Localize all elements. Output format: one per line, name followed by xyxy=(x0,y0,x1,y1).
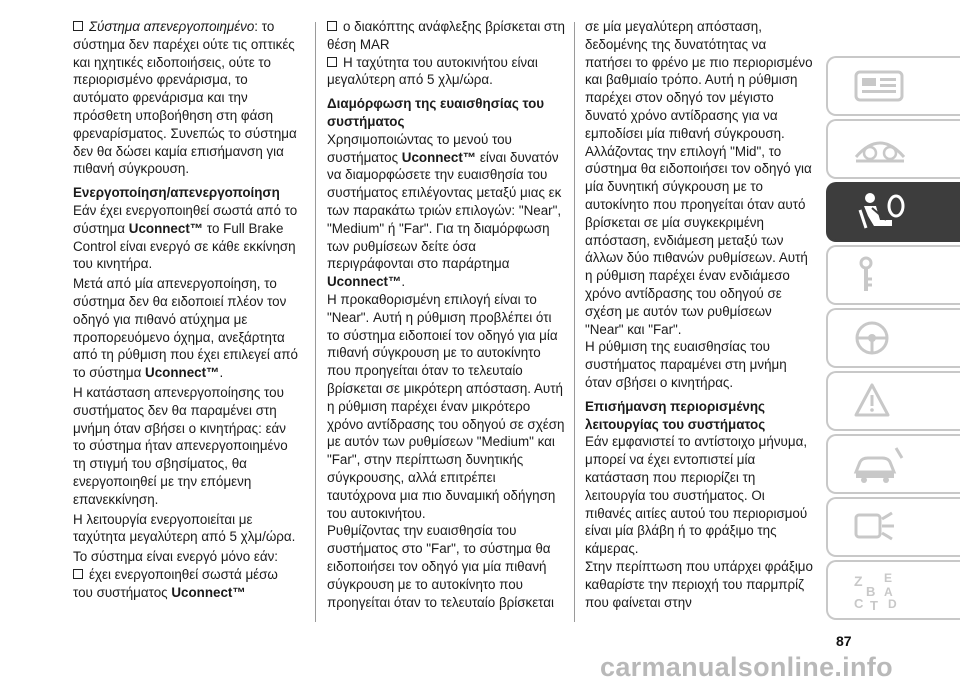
paragraph-activation: Εάν έχει ενεργοποιηθεί σωστά από το σύστημα Uconnect™ το Full Brake Control είναι ενεργό σε κάθε εκκίνηση του κινητήρα. xyxy=(73,202,298,272)
wrench-key-icon xyxy=(850,253,910,297)
list-item-ignition: ο διακόπτης ανάφλεξης βρίσκεται στη θέση MAR xyxy=(327,19,565,52)
list-item-speed: Η ταχύτητα του αυτοκινήτου είναι μεγαλύτερη από 5 χλμ/ώρα. xyxy=(327,54,538,88)
checkbox-bullet-icon xyxy=(327,21,337,31)
checkbox-bullet-icon xyxy=(327,57,337,67)
list-item-uconnect: έχει ενεργοποιηθεί σωστά μέσω του συστήματος Uconnect™ xyxy=(73,566,278,600)
airbag-seat-icon xyxy=(850,190,910,234)
instrument-panel-icon xyxy=(850,127,910,171)
tab-index[interactable] xyxy=(826,560,960,620)
paragraph-near-default: Η προκαθορισμένη επιλογή είναι το "Near". Αυτή η ρύθμιση προβλέπει ότι το σύστημα ειδοποιεί τον οδηγό για μία πιθανή σύγκρουση με το αυτοκίνητο που προηγείται όταν το τελευταίο βρίσκεται σε μικρότερη απόσταση. Αυτή η ρύθμιση παρέχει έναν μικρότερο χρόνο αντίδρασης του οδηγού σε σχέση με αυτόν των ρυθμίσεων "Medium" και "Far", στην περίπτωση δυνητικής σύγκρουσης, αλλά επιτρέπει ταυτόχρονα μια πιο δυναμική οδήγηση του αυτοκινήτου. xyxy=(327,291,565,521)
index-letter: D xyxy=(888,597,897,611)
tab-multimedia[interactable] xyxy=(826,497,960,557)
paragraph-far-continued: σε μία μεγαλύτερη απόσταση, δεδομένης της δυνατότητας να πατήσει το φρένο με πιο περιορισμένο και βαθμιαίο τρόπο. Αυτή η ρύθμιση παρέχει στον οδηγό τον μέγιστο δυνατό χρόνο αντίδρασης για να εμποδίσει μία πιθανή σύγκρουση. xyxy=(585,19,813,141)
checkbox-bullet-icon xyxy=(73,21,83,31)
tab-instrument-panel[interactable] xyxy=(826,119,960,179)
paragraph-after-deactivation: Μετά από μία απενεργοποίηση, το σύστημα δεν θα ειδοποιεί πλέον τον οδηγό για πιθανό ατύχημα με προπορευόμενο όχημα, ανεξάρτητα από τη ρύθμιση που έχει επιλεγεί από το σύστημα Uconnect™. xyxy=(73,276,298,381)
paragraph-memory-state: Η κατάσταση απενεργοποίησης του συστήματος δεν θα παραμένει στη μνήμη όταν σβήσει ο κινητήρας: εάν το σύστημα ήταν απενεργοποιημένο τη στιγμή του σβησίματος, θα ενεργοποιηθεί με την επόμενη επανεκκίνηση. xyxy=(73,384,288,507)
index-letter: E xyxy=(884,571,893,585)
index-letter: B xyxy=(866,584,876,599)
tab-emergency[interactable] xyxy=(826,371,960,431)
text-column-3 xyxy=(585,18,813,611)
heading-limited-function: Επισήμανση περιορισμένης λειτουργίας του συστήματος xyxy=(585,398,766,432)
watermark: carmanualsonline.info xyxy=(600,652,893,682)
page-number: 87 xyxy=(836,633,852,649)
car-maintenance-icon xyxy=(850,442,910,486)
text-column-1 xyxy=(73,18,301,602)
index-letter: A xyxy=(884,585,893,599)
paragraph-system-off: Σύστημα απενεργοποιημένο: το σύστημα δεν παρέχει ούτε τις οπτικές και ηχητικές ειδοποιήσεις, ούτε το περιορισμένο φρενάρισμα, το αυτόματο φρενάρισμα και την πρόσθετη υποβοήθηση στη φάση φρεναρίσματος. Συνεπώς το σύστημα δεν θα δώσει καμία επισήμανση για πιθανή σύγκρουση. xyxy=(73,19,297,177)
index-letter: Z xyxy=(854,573,863,589)
steering-wheel-icon xyxy=(850,316,910,360)
paragraph-speed-activation: Η λειτουργία ενεργοποιείται με ταχύτητα μεγαλύτερη από 5 χλμ/ώρα. xyxy=(73,511,296,545)
tab-maintenance[interactable] xyxy=(826,434,960,494)
tab-driving[interactable] xyxy=(826,308,960,368)
warning-triangle-icon xyxy=(850,379,910,423)
tab-starting-driving[interactable] xyxy=(826,245,960,305)
heading-activation: Ενεργοποίηση/απενεργοποίηση xyxy=(73,185,280,201)
paragraph-active-conditions: Το σύστημα είναι ενεργό μόνο εάν: xyxy=(73,549,278,565)
multimedia-icon xyxy=(850,505,910,549)
term-system-off: Σύστημα απενεργοποιημένο xyxy=(89,19,255,34)
dashboard-icon xyxy=(850,64,910,108)
paragraph-obstruction: Στην περίπτωση που υπάρχει φράξιμο καθαρίστε την περιοχή του παρμπρίζ που φαίνεται στην xyxy=(585,558,813,610)
column-divider xyxy=(574,22,575,622)
tab-dashboard[interactable] xyxy=(826,56,960,116)
index-letter: T xyxy=(870,598,878,612)
index-letter: C xyxy=(854,596,864,611)
tab-safety[interactable] xyxy=(826,182,960,242)
paragraph-limited-message: Εάν εμφανιστεί το αντίστοιχο μήνυμα, μπορεί να έχει εντοπιστεί μία κατάσταση που περιορίζει τη λειτουργία του συστήματος. Οι πιθανές αιτίες αυτού του περιορισμού είναι μία βλάβη ή το φράξιμο της κάμερας. xyxy=(585,434,808,557)
heading-sensitivity: Διαμόρφωση της ευαισθησίας του συστήματος xyxy=(327,96,545,129)
paragraph-mid-setting: Αλλάζοντας την επιλογή "Mid", το σύστημα θα ειδοποιήσει τον οδηγό για μία δυνητική σύγκρουση με το αυτοκίνητο που προηγείται όταν αυτό βρίσκεται σε μία συγκεκριμένη απόσταση, ενδιάμεση μεταξύ των άλλων δύο πιθανών ρυθμίσεων. Αυτή η ρύθμιση παρέχει έναν ενδιάμεσο χρόνο αντίδρασης του οδηγού σε σχέση με αυτόν των ρυθμίσεων "Near" και "Far". xyxy=(585,143,812,337)
column-divider xyxy=(315,22,316,622)
paragraph-sensitivity-menu: Χρησιμοποιώντας το μενού του συστήματος Uconnect™ είναι δυνατόν να διαμορφώσετε την ευαισθησία του συστήματος επιλέγοντας μεταξύ μιας εκ των παρακάτω τριών επιλογών: "Near", "Medium" ή "Far". Για τη διαμόρφωση των ρυθμίσεων δείτε όσα περιγράφονται στο παράρτημα Uconnect™. xyxy=(327,131,562,290)
text-column-2 xyxy=(327,18,565,611)
index-letters-icon xyxy=(850,568,910,612)
paragraph-far-setting: Ρυθμίζοντας την ευαισθησία του συστήματος στο "Far", το σύστημα θα ειδοποιήσει τον οδηγό για μία πιθανή σύγκρουση με το αυτοκίνητο που προηγείται όταν το τελευταίο βρίσκεται xyxy=(327,523,554,610)
checkbox-bullet-icon xyxy=(73,569,83,579)
paragraph-sensitivity-memory: Η ρύθμιση της ευαισθησίας του συστήματος παραμένει στη μνήμη όταν σβήσει ο κινητήρας. xyxy=(585,339,787,390)
